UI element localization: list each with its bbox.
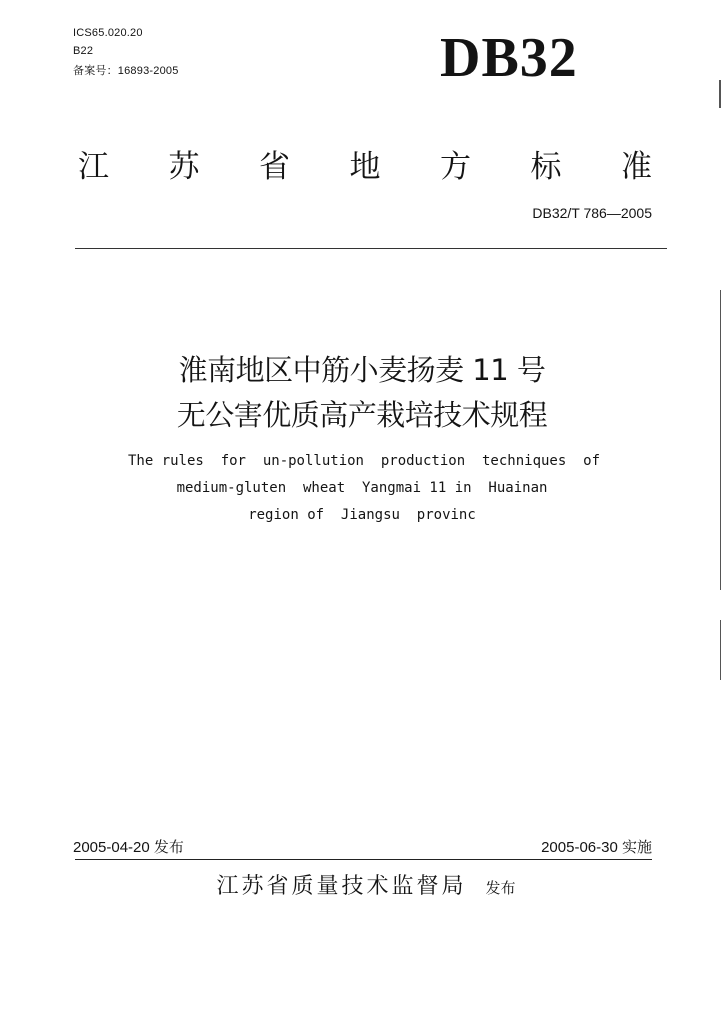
ccs-code: B22 — [73, 45, 94, 57]
ics-code: ICS65.020.20 — [73, 27, 143, 39]
scan-edge-mark — [720, 290, 721, 590]
english-title-line-1: The rules for un-pollution production techniques of — [127, 453, 600, 469]
issuing-action: 发布 — [485, 879, 516, 897]
issue-date: 2005-04-20 发布 — [73, 839, 184, 856]
standard-type-char: 江 — [78, 149, 109, 185]
issuing-authority-row — [0, 872, 724, 903]
scan-edge-mark — [720, 620, 721, 680]
english-title-line-3: region of Jiangsu provinc — [248, 507, 476, 523]
footer-divider — [75, 859, 652, 860]
standard-type-heading — [78, 147, 652, 187]
chinese-title-line-1: 淮南地区中筋小麦扬麦 11 号 — [178, 353, 546, 387]
filing-number: 备案号：16893-2005 — [73, 65, 179, 77]
standard-logo: DB32 — [440, 27, 578, 89]
standard-type-char: 方 — [440, 149, 471, 185]
standard-type-char: 标 — [530, 149, 562, 185]
scan-edge-mark — [719, 80, 721, 108]
standard-type-char: 准 — [621, 149, 652, 185]
english-title-line-2: medium-gluten wheat Yangmai 11 in Huainan — [176, 480, 548, 496]
standard-type-char: 苏 — [168, 149, 200, 185]
implementation-date: 2005-06-30 实施 — [541, 839, 652, 856]
standard-type-char: 地 — [349, 149, 381, 185]
chinese-title-line-2: 无公害优质高产栽培技术规程 — [176, 398, 548, 432]
issuing-authority: 江苏省质量技术监督局 — [216, 874, 467, 899]
standard-type-char: 省 — [259, 149, 290, 185]
standard-code: DB32/T 786—2005 — [532, 205, 652, 221]
header-divider — [75, 248, 667, 249]
